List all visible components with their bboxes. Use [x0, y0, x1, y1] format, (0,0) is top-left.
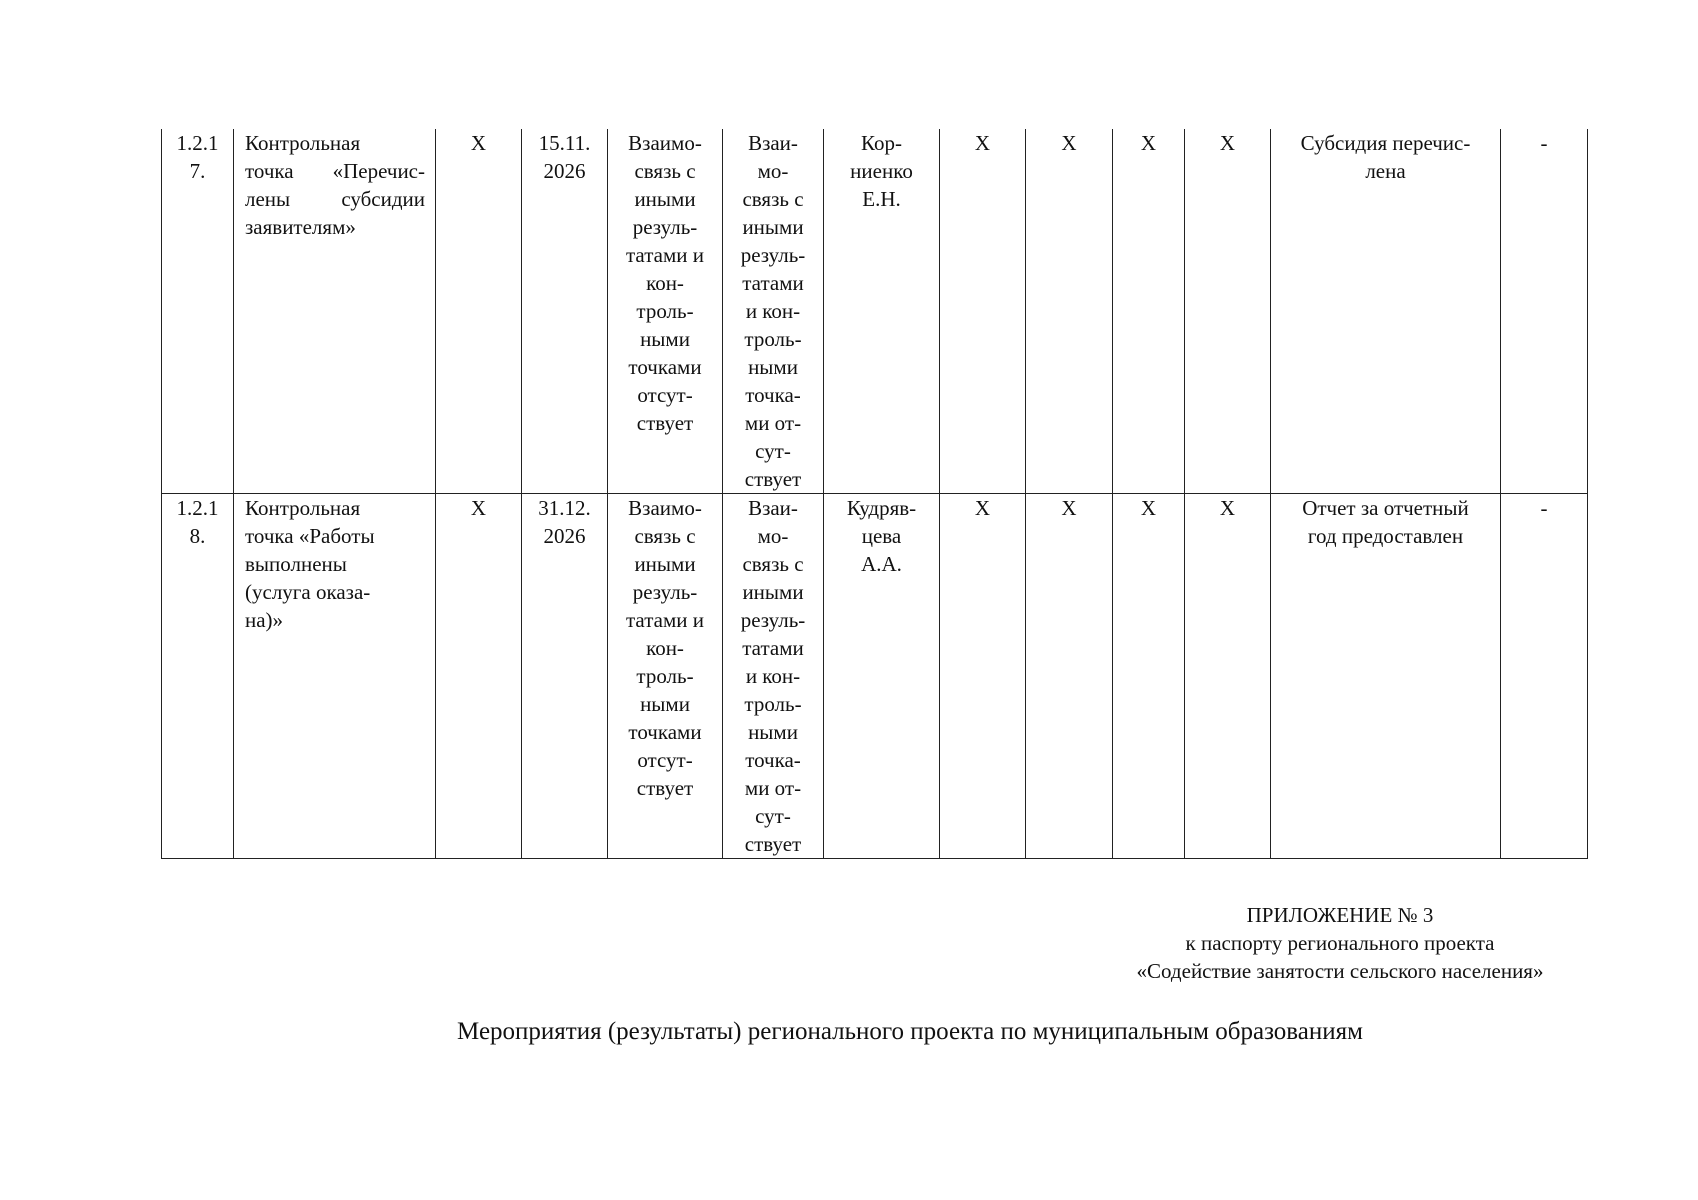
cell-x-3: X	[1113, 129, 1185, 494]
cell-x-1: X	[940, 494, 1026, 859]
cell-x-2: X	[1026, 129, 1113, 494]
cell-x-4: X	[1185, 494, 1271, 859]
cell-x-3: X	[1113, 494, 1185, 859]
row-number: 1.2.1 7.	[162, 129, 234, 494]
start-date: X	[436, 129, 522, 494]
last-column-value: -	[1501, 494, 1588, 859]
result-description: Субсидия перечис- лена	[1271, 129, 1501, 494]
table-row	[162, 129, 1588, 494]
annex-header	[1100, 901, 1580, 985]
end-date: 31.12. 2026	[522, 494, 608, 859]
responsible-person: Кор- ниенко Е.Н.	[824, 129, 940, 494]
responsible-person: Кудряв- цева А.А.	[824, 494, 940, 859]
end-date: 15.11. 2026	[522, 129, 608, 494]
cell-x-2: X	[1026, 494, 1113, 859]
row-number: 1.2.1 8.	[162, 494, 234, 859]
link-with-results: Взаимо- связь с иными резуль- татами и кон- троль- ными точками отсут- ствует	[608, 494, 723, 859]
annex-line-3: «Содействие занятости сельского населения»	[1136, 959, 1544, 983]
last-column-value: -	[1501, 129, 1588, 494]
link-with-control-points: Взаи- мо- связь с иными резуль- татами и кон- троль- ными точка- ми от- сут- ствует	[723, 129, 824, 494]
annex-heading: ПРИЛОЖЕНИЕ № 3	[1246, 903, 1434, 927]
table-row	[162, 494, 1588, 859]
start-date: X	[436, 494, 522, 859]
result-description: Отчет за отчетный год предоставлен	[1271, 494, 1501, 859]
link-with-control-points: Взаи- мо- связь с иными резуль- татами и кон- троль- ными точка- ми от- сут- ствует	[723, 494, 824, 859]
control-point-name: Контрольная точка «Перечис- лены субсидии заявителям»	[234, 129, 436, 494]
cell-x-4: X	[1185, 129, 1271, 494]
annex-line-2: к паспорту регионального проекта	[1185, 931, 1495, 955]
cell-x-1: X	[940, 129, 1026, 494]
link-with-results: Взаимо- связь с иными резуль- татами и кон- троль- ными точками отсут- ствует	[608, 129, 723, 494]
section-title: Мероприятия (результаты) регионального проекта по муниципальным образованиям	[457, 1018, 1363, 1045]
control-points-table	[161, 129, 1588, 859]
control-point-name: Контрольная точка «Работы выполнены (услуга оказа- на)»	[234, 494, 436, 859]
